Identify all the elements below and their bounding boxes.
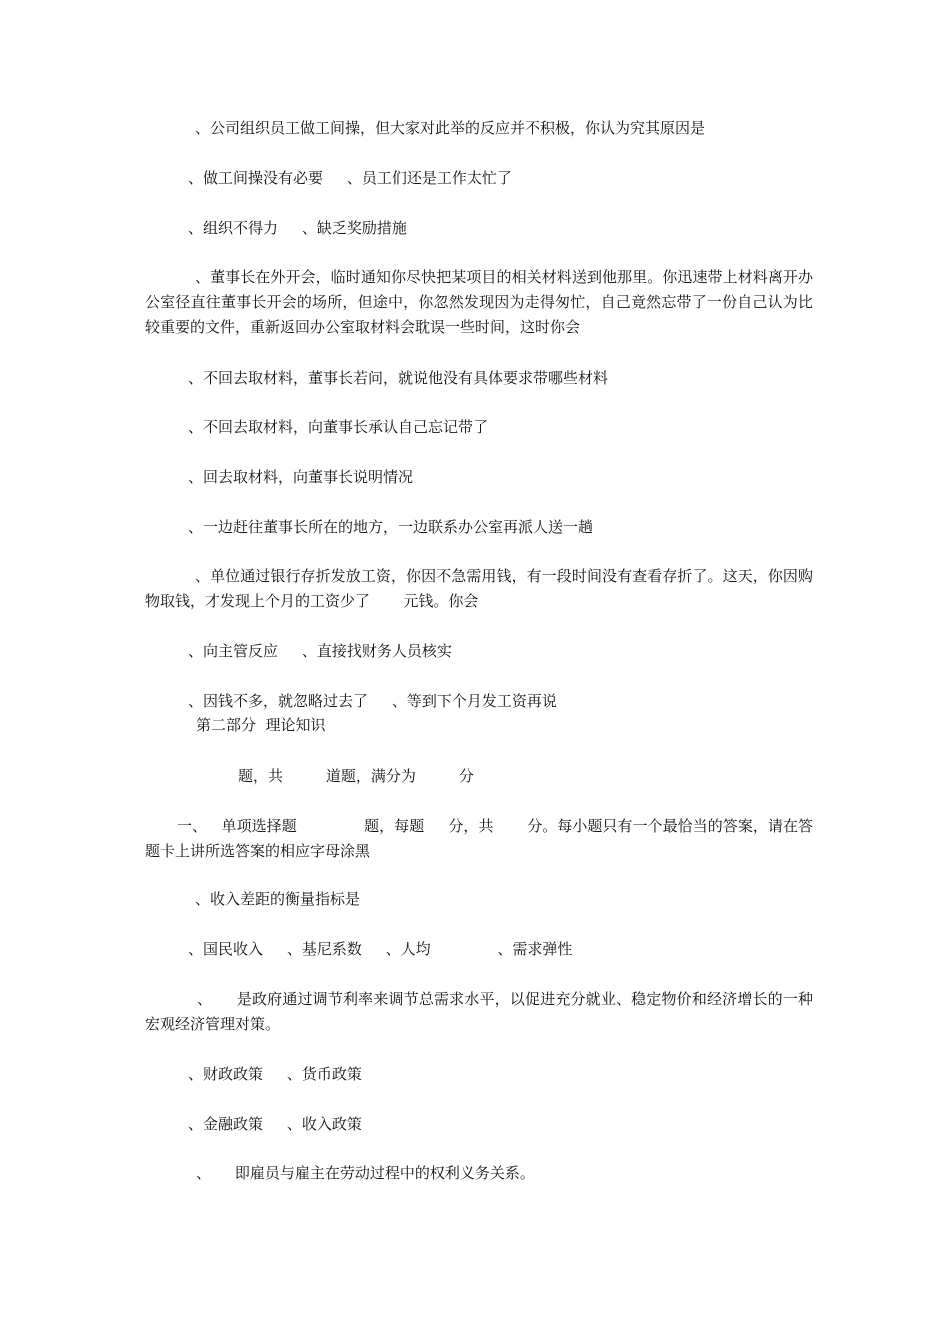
option-chairman-b: 、不回去取材料，向董事长承认自己忘记带了 — [188, 418, 489, 436]
section-one-instructions: 一、 单项选择题 题，每题 分，共 分。每小题只有一个最恰当的答案，请在答题卡上讲所选答案的相应字母涂黑 — [145, 817, 813, 860]
question-labor: 、 即雇员与雇主在劳动过程中的权利义务关系。 — [196, 1164, 535, 1182]
question-exercise: 、公司组织员工做工间操，但大家对此举的反应并不积极，你认为究其原因是 — [195, 119, 706, 137]
options-exercise-ab: 、做工间操没有必要 、员工们还是工作太忙了 — [188, 169, 512, 187]
option-chairman-a: 、不回去取材料，董事长若问，就说他没有具体要求带哪些材料 — [188, 369, 609, 387]
question-salary: 、单位通过银行存折发放工资，你因不急需用钱，有一段时间没有查看存折了。这天，你因购物取钱，才发现上个月的工资少了 元钱。你会 — [145, 567, 813, 610]
part-two-heading: 第二部分 理论知识 — [196, 716, 326, 734]
part-two-info: 题，共 道题，满分为 分 — [238, 767, 474, 785]
options-policy-cd: 、金融政策 、收入政策 — [188, 1115, 362, 1133]
options-salary-cd: 、因钱不多，就忽略过去了 、等到下个月发工资再说 — [188, 692, 557, 710]
option-chairman-d: 、一边赶往董事长所在的地方，一边联系办公室再派人送一趟 — [188, 518, 594, 536]
options-policy-ab: 、财政政策 、货币政策 — [188, 1065, 362, 1083]
question-policy: 、 是政府通过调节利率来调节总需求水平，以促进充分就业、稳定物价和经济增长的一种宏观经济管理对策。 — [145, 990, 813, 1033]
option-chairman-c: 、回去取材料，向董事长说明情况 — [188, 468, 414, 486]
options-exercise-cd: 、组织不得力 、缺乏奖励措施 — [188, 219, 407, 237]
question-chairman: 、董事长在外开会，临时通知你尽快把某项目的相关材料送到他那里。你迅速带上材料离开办公室径直往董事长开会的场所，但途中，你忽然发现因为走得匆忙，自己竟然忘带了一份自己认为比较重要的文件，重新返回办公室取材料会耽误一些时间，这时你会 — [145, 268, 813, 336]
options-income-gap: 、国民收入 、基尼系数 、人均 、需求弹性 — [188, 940, 573, 958]
options-salary-ab: 、向主管反应 、直接找财务人员核实 — [188, 642, 452, 660]
question-income-gap: 、收入差距的衡量指标是 — [195, 890, 361, 908]
